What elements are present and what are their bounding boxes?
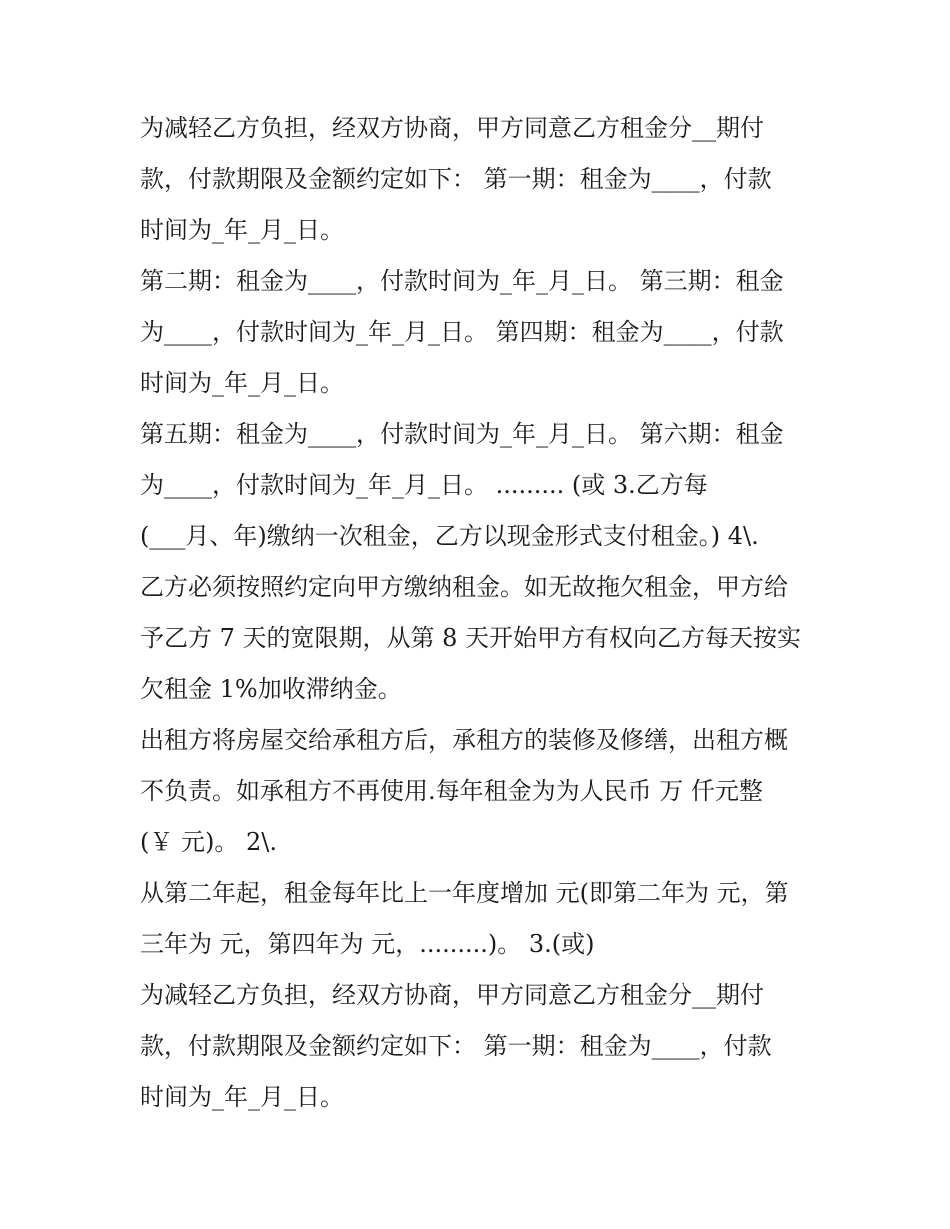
text-line: 为____，付款时间为_年_月_日。 第四期：租金为____，付款 xyxy=(140,318,784,346)
paragraph-installments-2-4 xyxy=(140,256,820,409)
text-line: 时间为_年_月_日。 xyxy=(140,216,344,244)
text-line: 款，付款期限及金额约定如下： 第一期：租金为____，付款 xyxy=(140,1032,772,1060)
text-line: (___月、年)缴纳一次租金，乙方以现金形式支付租金。) 4\. xyxy=(140,522,759,550)
text-line: 予乙方 7 天的宽限期，从第 8 天开始甲方有权向乙方每天按实 xyxy=(140,624,802,652)
paragraph-installments-5-6-and-late-fee xyxy=(140,409,820,715)
text-line: 不负责。如承租方不再使用.每年租金为为人民币 万 仟元整 xyxy=(140,777,763,805)
text-line: 从第二年起，租金每年比上一年度增加 元(即第二年为 元，第 xyxy=(140,879,789,907)
text-line: 时间为_年_月_日。 xyxy=(140,1083,344,1111)
text-line: (￥ 元)。 2\. xyxy=(140,828,277,856)
text-line: 第五期：租金为____，付款时间为_年_月_日。 第六期：租金 xyxy=(140,420,784,448)
document-body xyxy=(140,103,820,1123)
text-line: 款，付款期限及金额约定如下： 第一期：租金为____，付款 xyxy=(140,165,772,193)
text-line: 三年为 元，第四年为 元，.........)。 3.(或) xyxy=(140,930,595,958)
text-line: 欠租金 1%加收滞纳金。 xyxy=(140,675,402,703)
paragraph-installment-intro xyxy=(140,103,820,256)
text-line: 为____，付款时间为_年_月_日。 ......... (或 3.乙方每 xyxy=(140,471,708,499)
text-line: 为减轻乙方负担，经双方协商，甲方同意乙方租金分__期付 xyxy=(140,981,764,1009)
paragraph-rent-increase xyxy=(140,868,820,970)
text-line: 时间为_年_月_日。 xyxy=(140,369,344,397)
text-line: 第二期：租金为____，付款时间为_年_月_日。 第三期：租金 xyxy=(140,267,784,295)
text-line: 乙方必须按照约定向甲方缴纳租金。如无故拖欠租金，甲方给 xyxy=(140,573,788,601)
paragraph-installment-intro-repeat xyxy=(140,970,820,1123)
paragraph-renovation-and-annual-rent xyxy=(140,715,820,868)
text-line: 出租方将房屋交给承租方后，承租方的装修及修缮，出租方概 xyxy=(140,726,788,754)
text-line: 为减轻乙方负担，经双方协商，甲方同意乙方租金分__期付 xyxy=(140,114,764,142)
